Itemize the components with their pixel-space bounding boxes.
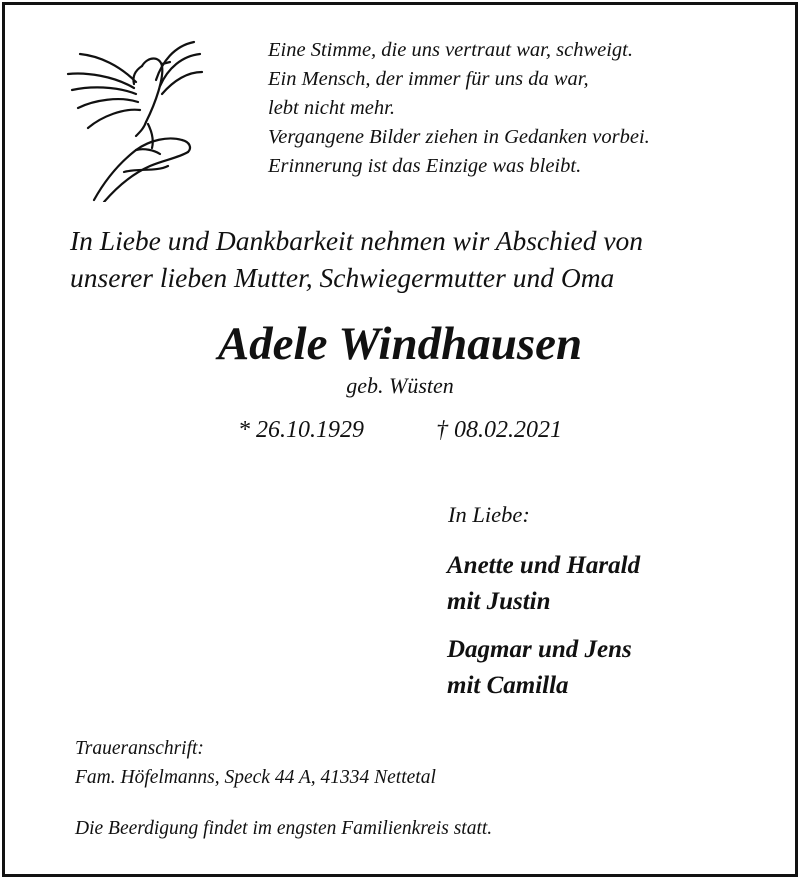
poem-line: Erinnerung ist das Einzige was bleibt. (268, 155, 582, 177)
address-label: Traueranschrift: (75, 738, 204, 759)
mourner-children: mit Camilla (447, 672, 569, 699)
mourner-group (447, 548, 640, 620)
intro-line: In Liebe und Dankbarkeit nehmen wir Abschied von (70, 225, 644, 256)
intro-line: unserer lieben Mutter, Schwiegermutter und Oma (70, 262, 615, 293)
poem-line: Vergangene Bilder ziehen in Gedanken vorbei. (268, 126, 650, 148)
mourner-names: Anette und Harald (447, 552, 641, 579)
mourners-heading: In Liebe: (448, 502, 530, 527)
poem-line: Eine Stimme, die uns vertraut war, schweigt. (268, 39, 633, 61)
death-date: † 08.02.2021 (436, 417, 562, 443)
deceased-name: Adele Windhausen (217, 318, 583, 370)
mourner-group (447, 632, 632, 704)
poem-line: lebt nicht mehr. (268, 97, 395, 119)
dove-and-hand-icon (64, 32, 204, 202)
birth-date: * 26.10.1929 (238, 417, 364, 443)
poem-line: Ein Mensch, der immer für uns da war, (268, 68, 589, 90)
address-text: Fam. Höfelmanns, Speck 44 A, 41334 Nettetal (75, 767, 436, 788)
poem (268, 36, 650, 181)
intro-text (70, 222, 643, 296)
birth-name: geb. Wüsten (346, 373, 454, 398)
mourning-address (75, 734, 436, 792)
mourner-names: Dagmar und Jens (447, 636, 632, 663)
funeral-note: Die Beerdigung findet im engsten Familienkreis statt. (75, 818, 493, 839)
mourner-children: mit Justin (447, 588, 551, 615)
